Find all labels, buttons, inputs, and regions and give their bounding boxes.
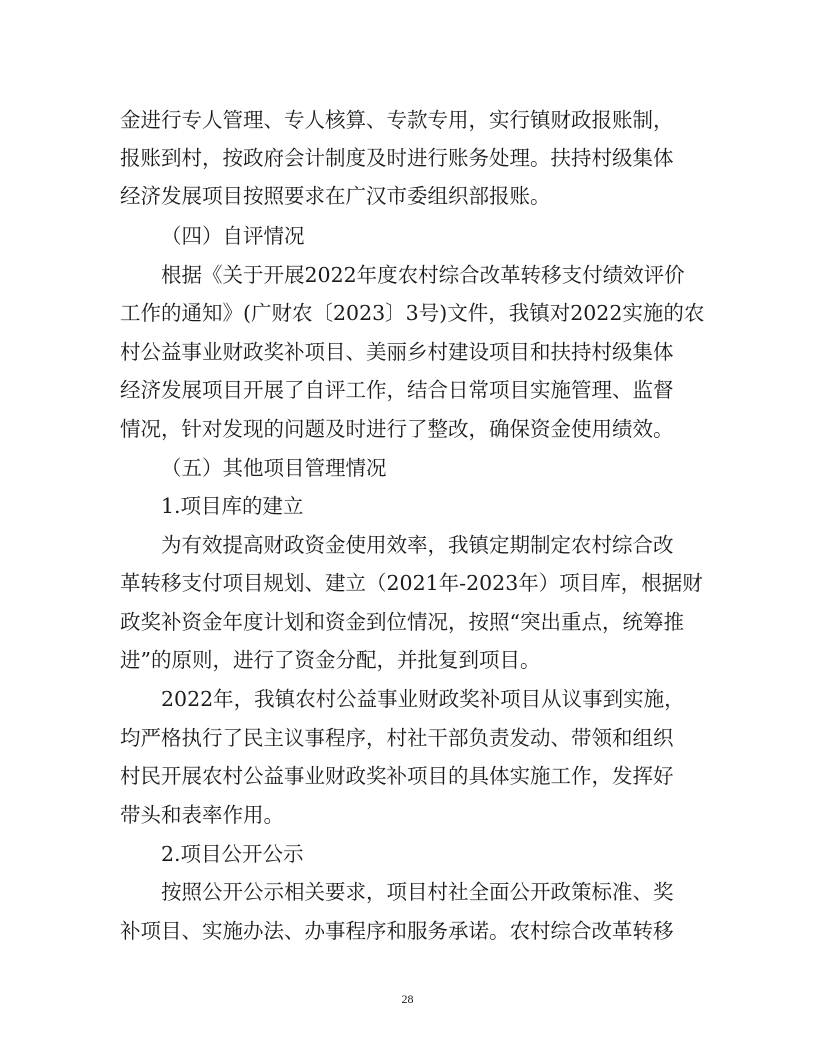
paragraph-line: 工作的通知》(广财农〔2023〕3号)文件，我镇对2022实施的农: [120, 301, 705, 325]
paragraph-line: 根据《关于开展2022年度农村综合改革转移支付绩效评价: [161, 263, 685, 287]
paragraph-line: 情况，针对发现的问题及时进行了整改，确保资金使用绩效。: [120, 417, 674, 441]
paragraph-line: 2022年，我镇农村公益事业财政奖补项目从议事到实施，: [161, 687, 685, 711]
subsection-heading: 2.项目公开公示: [161, 842, 304, 866]
paragraph-line: 革转移支付项目规划、建立（2021年-2023年）项目库，根据财: [120, 571, 703, 595]
paragraph-line: 经济发展项目按照要求在广汉市委组织部报账。: [120, 184, 551, 208]
paragraph-line: 金进行专人管理、专人核算、专款专用，实行镇财政报账制，: [120, 108, 674, 132]
paragraph-line: 为有效提高财政资金使用效率，我镇定期制定农村综合改: [161, 533, 674, 557]
section-heading: （五）其他项目管理情况: [161, 456, 387, 480]
paragraph-line: 补项目、实施办法、办事程序和服务承诺。农村综合改革转移: [120, 919, 674, 943]
section-heading: （四）自评情况: [161, 224, 305, 248]
page-number: 28: [401, 992, 414, 1006]
paragraph-line: 进”的原则，进行了资金分配，并批复到项目。: [120, 648, 541, 672]
paragraph-line: 经济发展项目开展了自评工作，结合日常项目实施管理、监督: [120, 378, 674, 402]
paragraph-line: 村民开展农村公益事业财政奖补项目的具体实施工作，发挥好: [120, 764, 674, 788]
paragraph-line: 按照公开公示相关要求，项目村社全面公开政策标准、奖: [161, 880, 674, 904]
paragraph-line: 政奖补资金年度计划和资金到位情况，按照“突出重点，统筹推: [120, 610, 684, 634]
subsection-heading: 1.项目库的建立: [161, 494, 304, 518]
paragraph-line: 报账到村，按政府会计制度及时进行账务处理。扶持村级集体: [120, 146, 674, 170]
paragraph-line: 均严格执行了民主议事程序，村社干部负责发动、带领和组织: [120, 726, 674, 750]
paragraph-line: 村公益事业财政奖补项目、美丽乡村建设项目和扶持村级集体: [120, 340, 674, 364]
paragraph-line: 带头和表率作用。: [120, 803, 284, 827]
